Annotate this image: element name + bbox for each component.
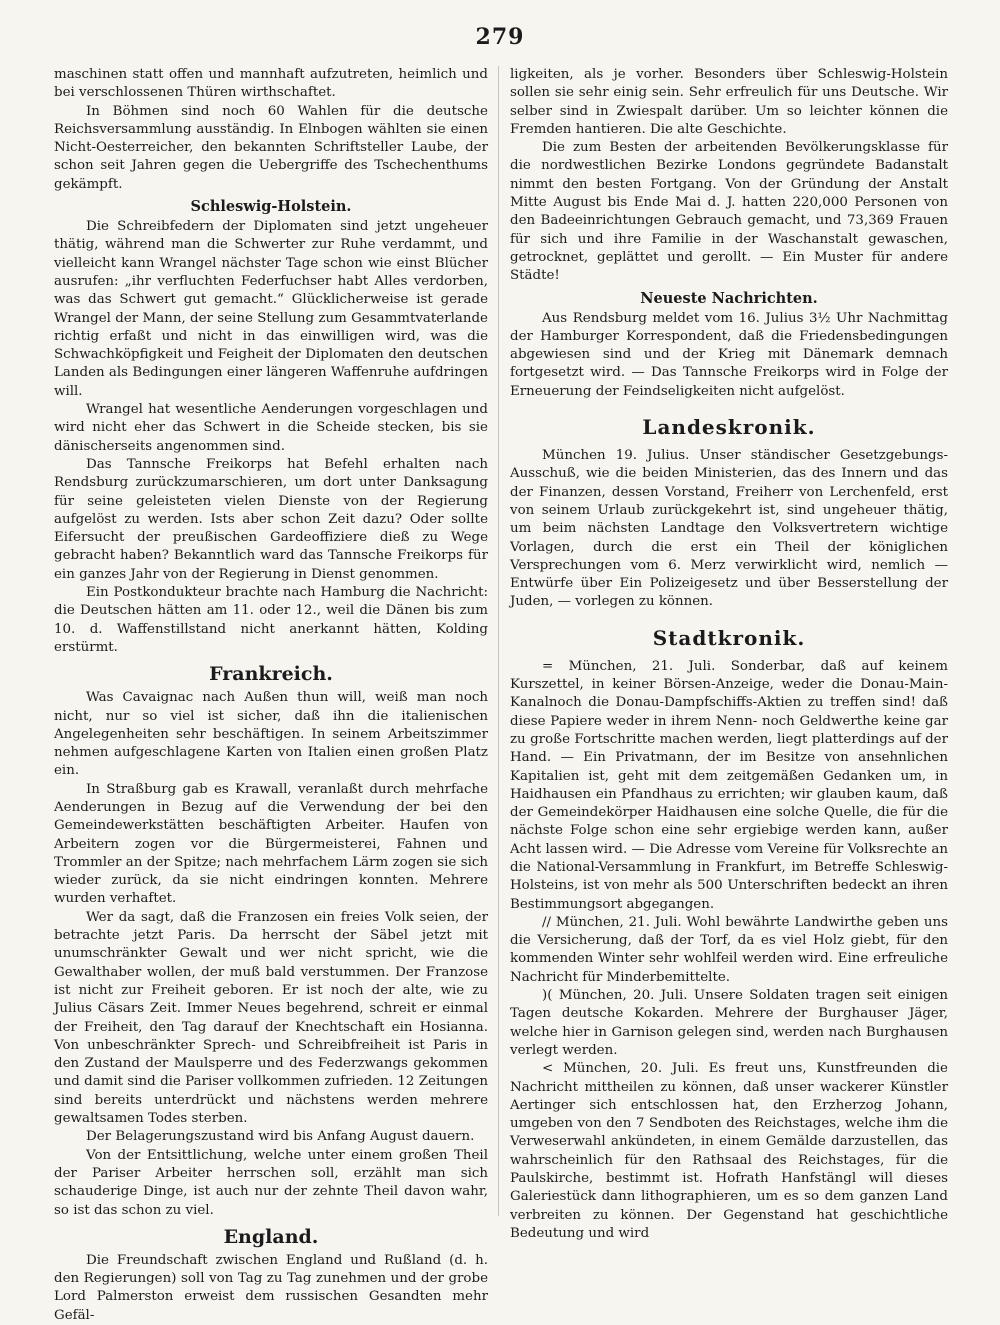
article-paragraph: Die Freundschaft zwischen England und Rußland (d. h. den Regierungen) soll von Tag zu Tag zunehmen und der grobe Lord Palmerston erweist dem russischen Gesandten mehr Gefäl- [54,1252,488,1323]
article-paragraph: < München, 20. Juli. Es freut uns, Kunstfreunden die Nachricht mittheilen zu können, daß unser wackerer Künstler Aertinger sich entschlossen hat, den Erzherzog Johann, umgeben von den 7 Sendboten des Reichstages, welche ihm die Verweserwahl ankündeten, in einem Gemälde darzustellen, das wahrscheinlich für den Rathsaal des Reichstages, für die Paulskirche, bestimmt ist. Hofrath Hanfstängl will dieses Galeriestück dann lithographieren, um es so dem ganzen Land verbreiten zu können. Der Gegenstand hat geschichtliche Bedeutung und wird [510,1061,948,1241]
article-paragraph: ligkeiten, als je vorher. Besonders über Schleswig-Holstein sollen sie sehr einig sein. Sehr erfreulich für uns Deutsche. Wir selber sind in Zwiespalt darüber. Um so leichter können die Fremden hantieren. Die alte Geschichte. [510,67,948,137]
article-paragraph: München 19. Julius. Unser ständischer Gesetzgebungs-Ausschuß, wie die beiden Ministerien, das des Innern und das der Finanzen, dessen Vorstand, Freiherr von Lerchenfeld, erst von seinem Urlaub zurückgekehrt ist, sind ungeheuer thätig, um beim nächsten Landtage den Volksvertretern wichtige Vorlagen, durch die erst ein Theil der königlichen Versprechungen vom 6. Merz verwirklicht wird, nemlich — Entwürfe über Ein Polizeigesetz und über Besserstellung der Juden, — vorlegen zu können. [510,448,948,610]
article-paragraph: // München, 21. Juli. Wohl bewährte Landwirthe geben uns die Versicherung, daß der Torf, da es viel Holz giebt, für den kommenden Winter sehr wohlfeil werden wird. Eine erfreuliche Nachricht für Minderbemittelte. [510,914,948,985]
article-paragraph: Ein Postkondukteur brachte nach Hamburg die Nachricht: die Deutschen hätten am 11. oder 12., weil die Dänen bis zum 10. d. Waffenstillstand nicht anerkannt hätten, Kolding erstürmt. [54,585,488,655]
left-column [54,66,488,1325]
article-paragraph: )( München, 20. Juli. Unsere Soldaten tragen seit einigen Tagen deutsche Kokarden. Mehrere der Burghauser Jäger, welche hier in Garnison gelegen sind, werden nach Burghausen verlegt werden. [510,988,948,1058]
article-paragraph: Von der Entsittlichung, welche unter einem großen Theil der Pariser Arbeiter herrschen soll, erzählt man sich schauderige Dinge, ist auch nur der zehnte Theil davon wahr, so ist das schon zu viel. [54,1147,488,1218]
article-paragraph: Der Belagerungszustand wird bis Anfang August dauern. [86,1129,475,1145]
article-paragraph: Was Cavaignac nach Außen thun will, weiß man noch nicht, nur so viel ist sicher, daß ihn die italienischen Angelegenheiten sehr beschäftigen. In seinem Arbeitszimmer nehmen aufgeschlagene Karten von Italien einen großen Platz ein. [54,690,488,779]
article-paragraph: = München, 21. Juli. Sonderbar, daß auf keinem Kurszettel, in keiner Börsen-Anzeige, weder die Donau-Main-Kanalnoch die Donau-Dampfschiffs-Aktien zu treffen sind! daß diese Papiere weder in ihrem Nenn- noch Geldwerthe keine gar zu große Fortschritte machen werden, liegt platterdings auf der Hand. — Ein Privatmann, der im Besitze von ansehnlichen Kapitalien ist, geht mit dem zeitgemäßen Gedanken um, in Haidhausen ein Pfandhaus zu errichten; wir glauben kaum, daß der Gemeindekörper Haidhausen eine solche Quelle, die für die nächste Folge schon eine sehr ergiebige werden kann, außer Acht lassen wird. — Die Adresse vom Vereine für Volksrechte an die National-Versammlung in Frankfurt, im Betreffe Schleswig-Holsteins, ist von mehr als 500 Unterschriften bedeckt an ihren Bestimmungsort abgegangen. [510,658,948,912]
article-paragraph: maschinen statt offen und mannhaft aufzutreten, heimlich und bei verschlossenen Thüren wirthschaftet. [54,67,488,101]
right-column [510,66,948,1243]
article-paragraph: Die zum Besten der arbeitenden Bevölkerungsklasse für die nordwestlichen Bezirke Londons gegründete Badanstalt nimmt den besten Fortgang. Von der Gründung der Anstalt Mitte August bis Ende Mai d. J. hatten 220,000 Personen von den Badeeinrichtungen Gebrauch gemacht, und 73,369 Frauen für sich und ihre Familie in der Waschanstalt gewaschen, getrocknet, geplättet und gerollt. — Ein Muster für andere Städte! [510,140,948,284]
section-heading: Landeskronik. [642,415,816,440]
article-paragraph: Aus Rendsburg meldet vom 16. Julius 3½ Uhr Nachmittag der Hamburger Korrespondent, daß die Friedensbedingungen abgewiesen sind und der Krieg mit Dänemark demnach fortgesetzt wird. — Das Tannsche Freikorps wird in Folge der Erneuerung der Feindseligkeiten nicht aufgelöst. [510,310,948,399]
section-heading: Stadtkronik. [652,625,806,650]
article-paragraph: In Straßburg gab es Krawall, veranlaßt durch mehrfache Aenderungen in Bezug auf die Verwendung der bei den Gemeindewerkstätten beschäftigten Arbeiter. Haufen von Arbeitern zogen vor die Bürgermeisterei, Fahnen und Trommler an der Spitze; nach mehrfachem Lärm zogen sie sich wieder zurück, da sie nicht eindringen konnten. Mehrere wurden verhaftet. [54,781,488,907]
article-paragraph: Wrangel hat wesentliche Aenderungen vorgeschlagen und wird nicht eher das Schwert in die Scheide stecken, bis sie dänischerseits angenommen sind. [54,402,488,454]
section-heading: Neueste Nachrichten. [640,289,818,307]
page-number: 279 [475,24,525,50]
section-heading: Schleswig-Holstein. [190,198,352,216]
article-paragraph: In Böhmen sind noch 60 Wahlen für die deutsche Reichsversammlung ausständig. In Elnbogen wählten sie einen Nicht-Oesterreicher, den bekannten Schriftsteller Laube, der schon seit Jahren gegen die Uebergriffe des Tschechenthums gekämpft. [54,103,488,192]
article-paragraph: Die Schreibfedern der Diplomaten sind jetzt ungeheuer thätig, während man die Schwerter zur Ruhe verdammt, und vielleicht kann Wrangel nächster Tage schon wie einst Blücher ausrufen: „ihr verfluchten Federfuchser habt Alles verdorben, was das Schwert gut gemacht.“ Glücklicherweise ist gerade Wrangel der Mann, der seine Stellung zum Gesammtvaterlande richtig erfaßt und nicht in das einwilligen wird, was die Schwachköpfigkeit und Feigheit der Diplomaten den deutschen Landen als Bedingungen einer längeren Waffenruhe aufdringen will. [54,219,488,399]
section-heading: Frankreich. [209,663,333,686]
article-paragraph: Wer da sagt, daß die Franzosen ein freies Volk seien, der betrachte jetzt Paris. Da herrscht der Säbel jetzt mit unumschränkter Gewalt und wer nicht spricht, wie die Gewalthaber wollen, der muß bald verstummen. Der Franzose ist nicht zur Freiheit geboren. Er ist noch der alte, wie zu Julius Cäsars Zeit. Immer Neues begehrend, schreit er einmal der Freiheit, den Tag darauf der Knechtschaft ein Hosianna. Von unbeschränkter Sprech- und Schreibfreiheit ist Paris in den Zustand der Maulsperre und des Federzwangs gekommen und damit sind die Pariser vollkommen zufrieden. 12 Zeitungen sind bereits unterdrückt und nächstens werden mehrere gewaltsamen Todes sterben. [54,909,488,1127]
section-heading: England. [223,1225,319,1248]
article-paragraph: Das Tannsche Freikorps hat Befehl erhalten nach Rendsburg zurückzumarschieren, um dort unter Danksagung für seine geleisteten vielen Dienste von der Regierung aufgelöst zu werden. Ists aber schon Zeit dazu? Oder sollte Eifersucht der preußischen Gardeoffiziere dieß zu Wege gebracht haben? Bekanntlich ward das Tannsche Freikorps für ein ganzes Jahr von der Regierung in Dienst genommen. [54,456,488,582]
column-divider [498,66,499,1216]
